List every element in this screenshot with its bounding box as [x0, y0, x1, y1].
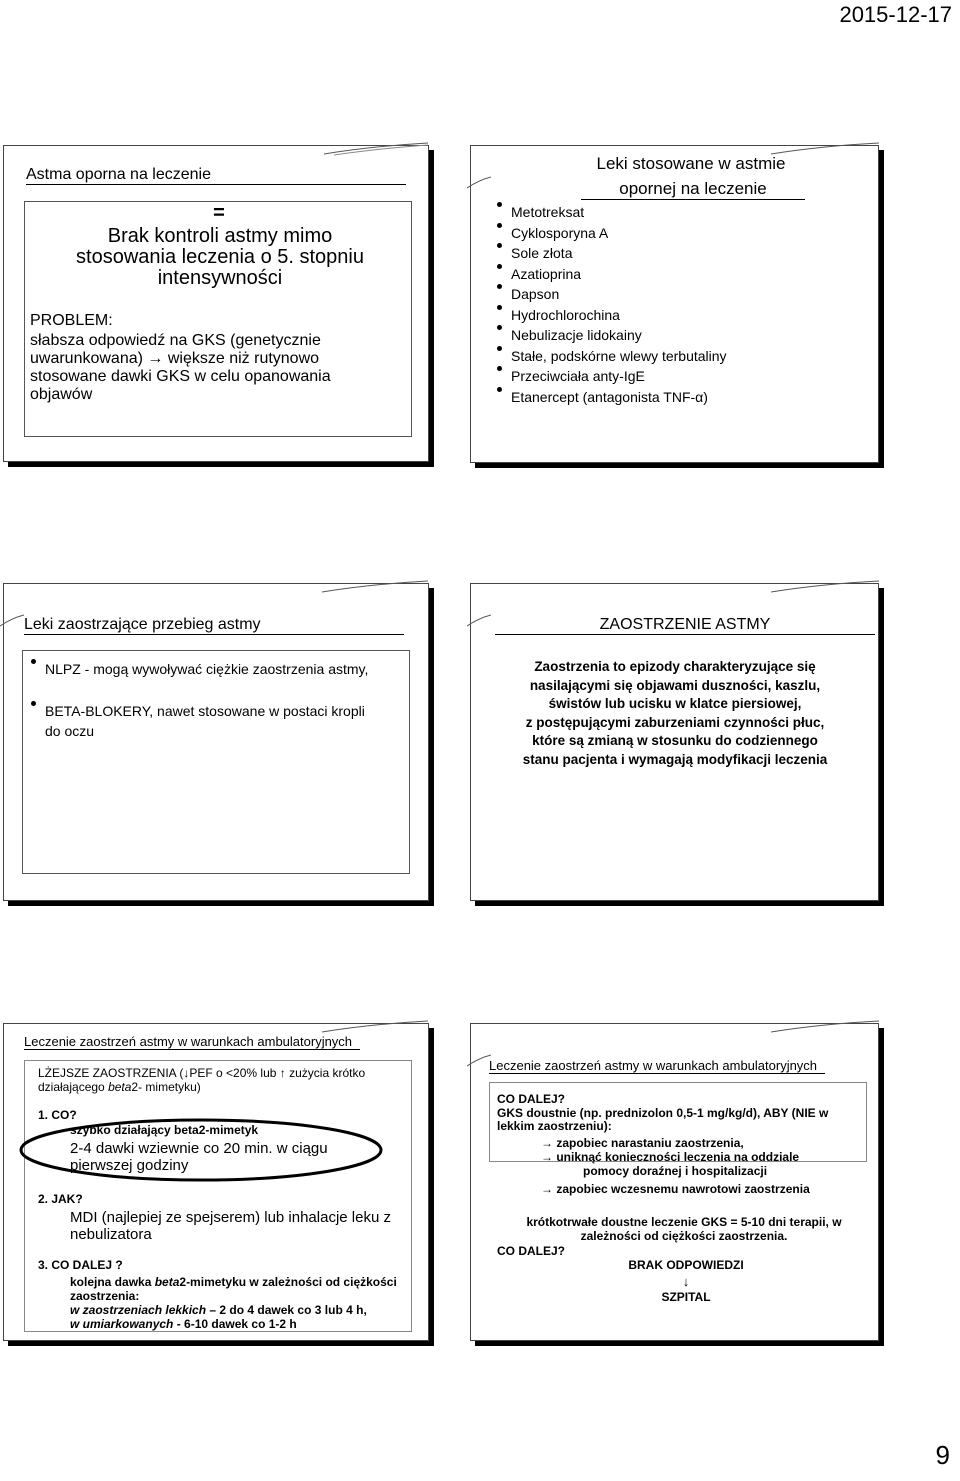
slide-title-line-1: Leki stosowane w astmie	[596, 154, 786, 173]
question-2-answer: MDI (najlepiej ze spejserem) lub inhalacje leku z nebulizatora	[70, 1209, 391, 1243]
up-arrow-icon: ↑	[279, 1066, 286, 1080]
answer-text: 2-mimetyku w zależności od ciężkości zaostrzenia:	[70, 1275, 397, 1303]
severity-text: beta	[108, 1080, 132, 1094]
severity-text: działającego	[38, 1080, 109, 1094]
slide-6	[470, 1023, 879, 1341]
list-item: Sole złota	[495, 243, 865, 264]
list-item: Etanercept (antagonista TNF-α)	[495, 387, 865, 408]
severity-text: PEF o <20% lub	[189, 1066, 277, 1080]
slide-corner-decoration	[467, 176, 491, 190]
right-arrow-icon: →	[541, 1136, 553, 1150]
slide-content-box	[24, 201, 412, 437]
list-item: Przeciwciała anty-IgE	[495, 366, 865, 387]
problem-part-2: większe niż rutynowo stosowane dawki GKS w celu opanowania objawów	[30, 350, 331, 403]
list-item: Azatioprina	[495, 264, 865, 285]
answer-text: – 2 do 4 dawek co 3 lub 4 h,	[206, 1303, 367, 1317]
problem-text	[30, 332, 370, 404]
slide-corner-decoration	[0, 614, 24, 628]
co-dalej-1: CO DALEJ?	[497, 1092, 566, 1106]
list-item: Hydrochlorochina	[495, 305, 865, 326]
problem-part-1: słabsza odpowiedź na GKS (genetycznie uwarunkowana)	[30, 332, 321, 367]
short-course-text: krótkotrwałe doustne leczenie GKS = 5-10 dni terapii, w zależności od ciężkości zaostrzenia.	[526, 1215, 842, 1243]
slide-3	[3, 583, 429, 901]
co-dalej-2: CO DALEJ?	[497, 1244, 566, 1258]
right-arrow-icon: →	[541, 1150, 553, 1164]
gks-text: GKS doustnie (np. prednizolon 0,5-1 mg/kg/d), ABY (NIE w lekkim zaostrzeniu):	[497, 1106, 829, 1133]
slide-corner-decoration	[467, 1054, 491, 1068]
list-item: Nebulizacje lidokainy	[495, 325, 865, 346]
goal-item: → zapobiec wczesnemu nawrotowi zaostrzenia	[541, 1182, 810, 1196]
list-item: Metotreksat	[495, 202, 865, 223]
slide-1	[3, 145, 429, 462]
slide-title: Astma oporna na leczenie	[26, 166, 406, 185]
down-arrow-icon: ↓	[183, 1066, 190, 1080]
definition-line: nasilającymi się objawami duszności, kaszlu,	[529, 677, 821, 693]
list-item: Cyklosporyna A	[495, 223, 865, 244]
question-3-answer	[70, 1275, 410, 1331]
question-1: 1. CO?	[38, 1108, 77, 1122]
no-response-label: BRAK ODPOWIEDZI	[628, 1258, 744, 1272]
page-number: 9	[935, 1440, 950, 1470]
slide-corner-decoration	[322, 1020, 428, 1034]
problem-label: PROBLEM:	[30, 312, 113, 329]
equals-sign: =	[213, 202, 225, 224]
right-arrow-icon: →	[541, 1182, 553, 1196]
goal-item: → uniknąć konieczności leczenia na oddziale	[541, 1150, 800, 1164]
slide-2	[470, 145, 879, 463]
right-arrow-icon: →	[147, 350, 164, 367]
list-item: NLPZ - mogą wywoływać ciężkie zaostrzenia astmy,	[29, 659, 379, 679]
answer-text: w zaostrzeniach lekkich	[70, 1303, 207, 1317]
slide-title: Leczenie zaostrzeń astmy w warunkach ambulatoryjnych	[24, 1034, 360, 1050]
slide-title-line-2: opornej na leczenie	[581, 179, 805, 200]
goal-item: → zapobiec narastaniu zaostrzenia,	[541, 1136, 744, 1150]
slide-4	[470, 583, 879, 901]
answer-text: w umiarkowanych	[70, 1317, 174, 1331]
definition-line: z postępującymi zaburzeniami czynności płuc,	[525, 714, 825, 730]
definition-line: które są zmianą w stosunku do codziennego	[532, 733, 818, 748]
severity-text: zużycia krótko	[289, 1066, 366, 1080]
list-item: Dapson	[495, 284, 865, 305]
definition-line: Zaostrzenia to epizody charakteryzujące się	[534, 659, 816, 674]
severity-line	[38, 1066, 418, 1094]
slide-corner-decoration	[467, 614, 491, 628]
answer-text: beta	[154, 1275, 180, 1289]
slide-corner-decoration	[771, 580, 879, 594]
slide-corner-decoration	[324, 142, 428, 156]
severity-text: LŻEJSZE ZAOSTRZENIA (	[38, 1066, 184, 1080]
question-1-answer-a: szybko działający beta2-mimetyk	[70, 1123, 259, 1137]
list-item: BETA-BLOKERY, nawet stosowane w postaci kropli do oczu	[29, 701, 379, 741]
answer-text: - 6-10 dawek co 1-2 h	[173, 1317, 297, 1331]
slide-title: Leki zaostrzające przebieg astmy	[24, 616, 404, 635]
severity-text: 2- mimetyku)	[131, 1080, 201, 1094]
question-2: 2. JAK?	[38, 1192, 83, 1206]
goal-list	[541, 1136, 861, 1196]
list-item: Stałe, podskórne wlewy terbutaliny	[495, 346, 865, 367]
definition-line: świstów lub ucisku w klatce piersiowej,	[548, 696, 802, 711]
slide-title: ZAOSTRZENIE ASTMY	[495, 616, 875, 635]
down-arrow-icon: ↓	[682, 1274, 690, 1289]
highlight-ellipse	[16, 1116, 386, 1184]
slide-headline: Brak kontroli astmy mimo stosowania leczenia o 5. stopniu intensywności	[76, 225, 364, 289]
hospital-label: SZPITAL	[661, 1290, 711, 1304]
question-3: 3. CO DALEJ ?	[38, 1258, 123, 1272]
definition-line: stanu pacjenta i wymagają modyfikacji leczenia	[522, 751, 828, 767]
slide-content-box	[22, 650, 410, 874]
goal-item-cont: pomocy doraźnej i hospitalizacji	[583, 1164, 768, 1178]
question-1-answer-b: 2-4 dawki wziewnie co 20 min. w ciągu pierwszej godziny	[70, 1140, 328, 1174]
answer-text: kolejna dawka	[70, 1275, 155, 1289]
document-date: 2015-12-17	[839, 2, 952, 27]
slide-5	[3, 1023, 429, 1341]
slide-corner-decoration	[771, 1020, 879, 1034]
drug-list	[29, 659, 379, 741]
definition-text	[479, 658, 871, 769]
drug-list	[495, 202, 865, 407]
slide-corner-decoration	[322, 580, 428, 594]
slide-title: Leczenie zaostrzeń astmy w warunkach ambulatoryjnych	[489, 1058, 825, 1074]
